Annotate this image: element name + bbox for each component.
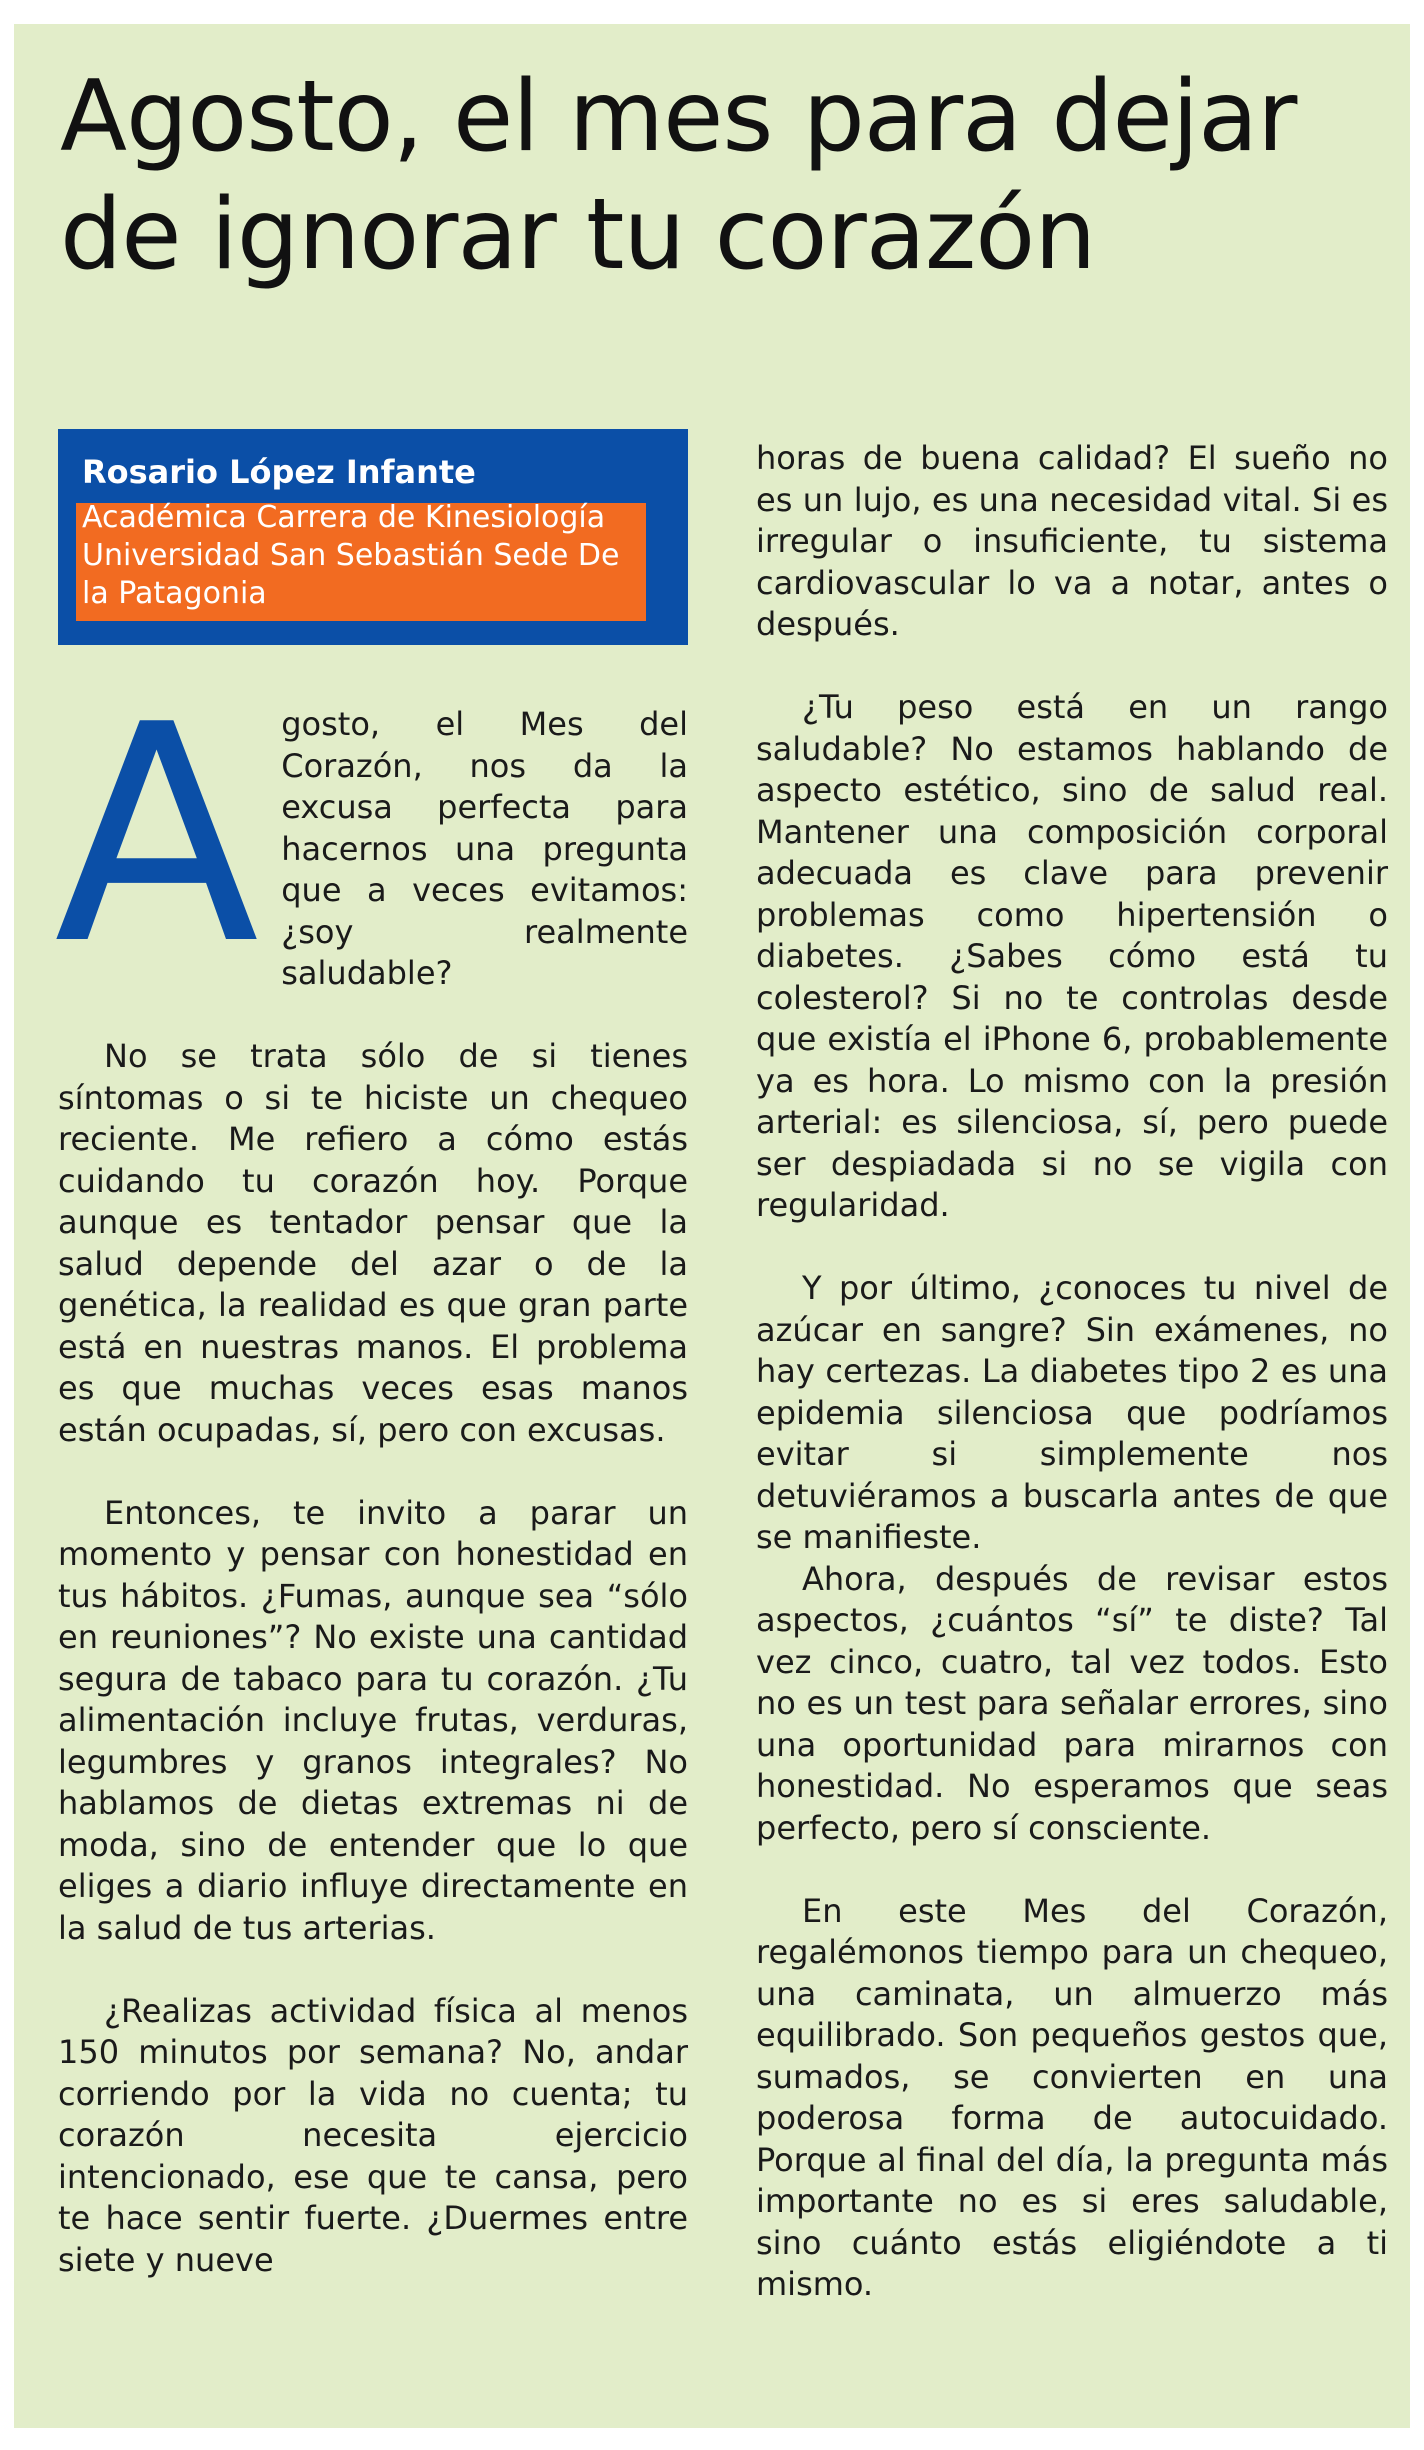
lead-text: gosto, el Mes del Corazón, nos da la excusa perfecta para hacernos una pregunta que a veces evitamos: ¿soy realmente saludable? (281, 705, 688, 992)
body-paragraph: ¿Tu peso está en un rango saludable? No estamos hablando de aspecto estético, sino de salud real. Mantener una composición corporal adecuada es clave para prevenir problemas como hipertensión o diabetes. ¿Sabes cómo está tu colesterol? Si no te controlas desde que existía el iPhone 6, probablemente ya es hora. Lo mismo con la presión arterial: es silenciosa, sí, pero puede ser despiadada si no se vigila con regularidad. (756, 688, 1388, 1224)
author-role: Académica Carrera de Kinesiología Universidad San Sebastián Sede De la Patagonia (82, 500, 620, 611)
left-column (54, 661, 688, 2323)
body-paragraph: Entonces, te invito a parar un momento y pensar con honestidad en tus hábitos. ¿Fumas, aunque sea “sólo en reuniones”? No existe una cantidad segura de tabaco para tu corazón. ¿Tu alimentación incluye frutas, verduras, legumbres y granos integrales? No hablamos de dietas extremas ni de moda, sino de entender que lo que eliges a diario influye directamente en la salud de tus arterias. (58, 1493, 688, 1947)
author-box (58, 429, 688, 645)
drop-cap: A (54, 661, 260, 1010)
body-paragraph: Ahora, después de revisar estos aspectos, ¿cuántos “sí” te diste? Tal vez cinco, cuatro, tal vez todos. Esto no es un test para señalar errores, sino una oportunidad para mirarnos con honestidad. No esperamos que seas perfecto, pero sí consciente. (756, 1559, 1388, 1847)
body-paragraph: Y por último, ¿conoces tu nivel de azúcar en sangre? Sin exámenes, no hay certezas. La diabetes tipo 2 es una epidemia silenciosa que podríamos evitar si simplemente nos detuviéramos a buscarla antes de que se manifieste. (756, 1269, 1388, 1556)
continuation-paragraph: horas de buena calidad? El sueño no es un lujo, es una necesidad vital. Si es irregular o insuficiente, tu sistema cardiovascular lo va a notar, antes o después. (756, 439, 1388, 643)
closing-paragraph: En este Mes del Corazón, regalémonos tiempo para un chequeo, una caminata, un almuerzo más equilibrado. Son pequeños gestos que, sumados, se convierten en una poderosa forma de autocuidado. Porque al final del día, la pregunta más importante no es si eres saludable, sino cuánto estás eligiéndote a ti mismo. (756, 1891, 1388, 2303)
right-column (756, 438, 1388, 2347)
body-paragraph: No se trata sólo de si tienes síntomas o si te hiciste un chequeo reciente. Me refiero a cómo estás cuidando tu corazón hoy. Porque aunque es tentador pensar que la salud depende del azar o de la genética, la realidad es que gran parte está en nuestras manos. El problema es que muchas veces esas manos están ocupadas, sí, pero con excusas. (58, 1037, 688, 1449)
lead-paragraph (54, 661, 688, 1010)
author-name: Rosario López Infante (82, 453, 476, 491)
article-title: Agosto, el mes para dejar de ignorar tu corazón (60, 60, 1297, 292)
body-paragraph: ¿Realizas actividad física al menos 150 minutos por semana? No, andar corriendo por la vida no cuenta; tu corazón necesita ejercicio intencionado, ese que te cansa, pero te hace sentir fuerte. ¿Duermes entre siete y nueve (58, 1991, 688, 2279)
article-page (14, 24, 1410, 2428)
